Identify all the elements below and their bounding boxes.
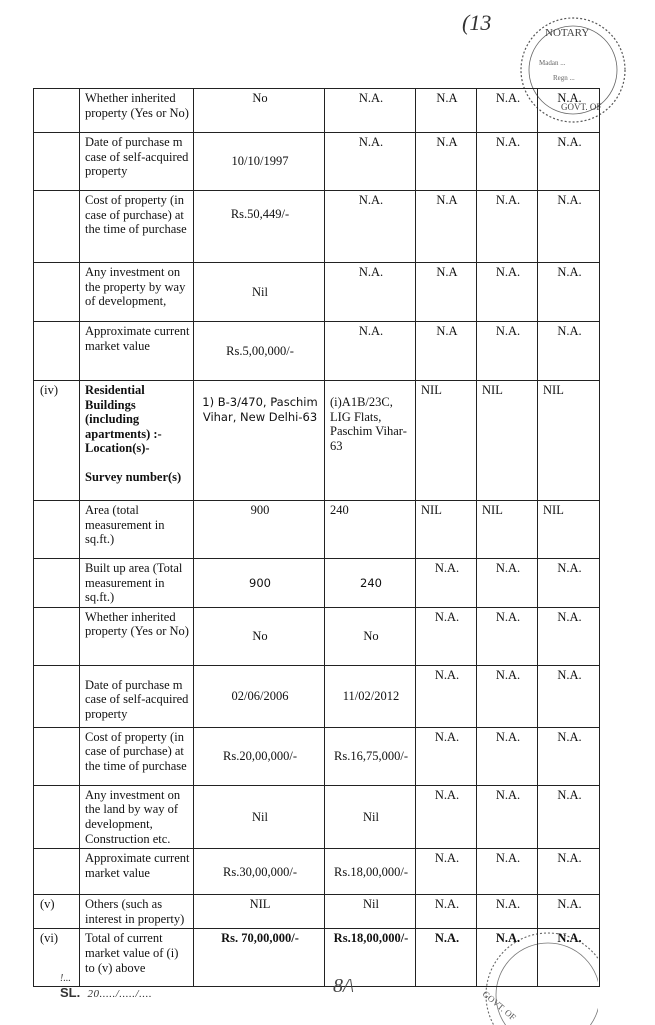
cell-dep1: N.A [416,191,477,263]
cell-dep2: N.A. [477,322,538,381]
table-row [34,191,600,263]
cell-dep3: N.A. [538,665,600,727]
row-label: Approximate current market value [80,322,194,381]
row-label: Date of purchase m case of self-acquired property [80,133,194,191]
row-index [34,322,80,381]
cell-dep2: N.A. [477,89,538,133]
table-row [34,322,600,381]
cell-dep3: NIL [538,381,600,501]
cell-dep1: N.A [416,263,477,322]
cell-dep1: N.A. [416,727,477,785]
cell-dep1: N.A. [416,895,477,929]
stamp-govt: GOVT. OF [561,102,602,112]
table-row [34,929,600,987]
table-row [34,607,600,665]
row-label: Built up area (Total measurement in sq.ft.) [80,559,194,608]
table-row [34,665,600,727]
table-row [34,501,600,559]
row-index [34,89,80,133]
cell-spouse: No [325,607,416,665]
cell-dep2: N.A. [477,191,538,263]
cell-dep1: N.A. [416,607,477,665]
row-index [34,501,80,559]
serial-scribble: 20...../...../.... [87,988,153,1000]
cell-dep1: N.A. [416,849,477,895]
cell-self: 10/10/1997 [194,133,325,191]
row-label: Any investment on the property by way of development, [80,263,194,322]
row-label: Cost of property (in case of purchase) at the time of purchase [80,727,194,785]
table-row [34,133,600,191]
row-index [34,665,80,727]
cell-spouse: (i)A1B/23C, LIG Flats, Paschim Vihar-63 [325,381,416,501]
cell-dep2: N.A. [477,607,538,665]
cell-dep1: N.A [416,322,477,381]
cell-dep3: N.A. [538,785,600,848]
cell-spouse: N.A. [325,133,416,191]
cell-dep3: N.A. [538,727,600,785]
footer-serial: ǃ... SL. 20...../...../.... [60,973,153,1000]
cell-spouse: Nil [325,785,416,848]
row-index [34,607,80,665]
cell-dep3: N.A. [538,89,600,133]
asset-table [33,88,600,987]
cell-dep2: N.A. [477,665,538,727]
cell-dep2: N.A. [477,559,538,608]
stamp-bottom-govt: GOVT. OF [480,988,518,1023]
cell-spouse: Rs.18,00,000/- [325,849,416,895]
table-row [34,559,600,608]
cell-dep1: N.A. [416,785,477,848]
cell-spouse: N.A. [325,322,416,381]
row-index [34,191,80,263]
table-row [34,849,600,895]
cell-self: NIL [194,895,325,929]
row-label: Date of purchase m case of self-acquired property [80,665,194,727]
cell-spouse: N.A. [325,263,416,322]
cell-spouse: N.A. [325,89,416,133]
stamp-name: Madan ... [539,59,566,67]
row-label-main: Residential Buildings (including apartments) :- Location(s)- [85,383,162,456]
cell-dep2: N.A. [477,895,538,929]
serial-label: SL. [60,985,81,1000]
row-index: (vi) [34,929,80,987]
cell-spouse: 11/02/2012 [325,665,416,727]
cell-dep2: N.A. [477,849,538,895]
cell-dep3: N.A. [538,263,600,322]
cell-dep3: N.A. [538,191,600,263]
cell-self: 1) B-3/470, Paschim Vihar, New Delhi-63 [194,381,325,501]
cell-dep3: N.A. [538,929,600,987]
cell-self: Rs.30,00,000/- [194,849,325,895]
cell-dep2: N.A. [477,133,538,191]
table-row [34,263,600,322]
cell-dep2: NIL [477,501,538,559]
cell-spouse: Rs.18,00,000/- [325,929,416,987]
table-row [34,895,600,929]
stamp-title: NOTARY [545,27,590,39]
row-index [34,727,80,785]
cell-dep2: N.A. [477,929,538,987]
cell-dep3: NIL [538,501,600,559]
cell-dep2: NIL [477,381,538,501]
cell-self: No [194,607,325,665]
cell-dep1: N.A [416,89,477,133]
cell-dep3: N.A. [538,559,600,608]
row-label: Cost of property (in case of purchase) at the time of purchase [80,191,194,263]
cell-spouse: 240 [325,559,416,608]
row-index [34,559,80,608]
row-index [34,849,80,895]
cell-dep1: N.A [416,133,477,191]
cell-dep3: N.A. [538,607,600,665]
cell-self: Rs.5,00,000/- [194,322,325,381]
table-row [34,89,600,133]
row-index [34,133,80,191]
cell-spouse: Rs.16,75,000/- [325,727,416,785]
cell-dep2: N.A. [477,785,538,848]
table-row [34,381,600,501]
cell-self: 02/06/2006 [194,665,325,727]
cell-self: Nil [194,263,325,322]
page-number: (13 [462,10,492,35]
row-index: (iv) [34,381,80,501]
stamp-regn: Regn ... [553,74,575,82]
cell-dep1: N.A. [416,929,477,987]
row-label: Whether inherited property (Yes or No) [80,89,194,133]
cell-spouse: N.A. [325,191,416,263]
row-label-sub: Survey number(s) [85,469,182,484]
cell-self: 900 [194,501,325,559]
cell-dep1: N.A. [416,559,477,608]
row-label: Others (such as interest in property) [80,895,194,929]
row-label: Whether inherited property (Yes or No) [80,607,194,665]
cell-spouse: Nil [325,895,416,929]
cell-dep1: NIL [416,501,477,559]
cell-dep3: N.A. [538,133,600,191]
table-row [34,785,600,848]
row-label: Area (total measurement in sq.ft.) [80,501,194,559]
row-label: Approximate current market value [80,849,194,895]
handwritten-initials: 8/\ [333,975,355,997]
cell-self: Nil [194,785,325,848]
row-index [34,263,80,322]
cell-dep2: N.A. [477,263,538,322]
cell-dep3: N.A. [538,322,600,381]
cell-dep1: NIL [416,381,477,501]
cell-spouse: 240 [325,501,416,559]
table-row [34,727,600,785]
row-label [80,381,194,501]
cell-self: Rs. 70,00,000/- [194,929,325,987]
row-label: Any investment on the land by way of development, Construction etc. [80,785,194,848]
cell-dep3: N.A. [538,895,600,929]
cell-self: 900 [194,559,325,608]
cell-dep1: N.A. [416,665,477,727]
cell-dep3: N.A. [538,849,600,895]
row-label: Total of current market value of (i) to (v) above [80,929,194,987]
cell-self: Rs.20,00,000/- [194,727,325,785]
cell-self: Rs.50,449/- [194,191,325,263]
cell-self: No [194,89,325,133]
cell-dep2: N.A. [477,727,538,785]
row-index: (v) [34,895,80,929]
row-index [34,785,80,848]
